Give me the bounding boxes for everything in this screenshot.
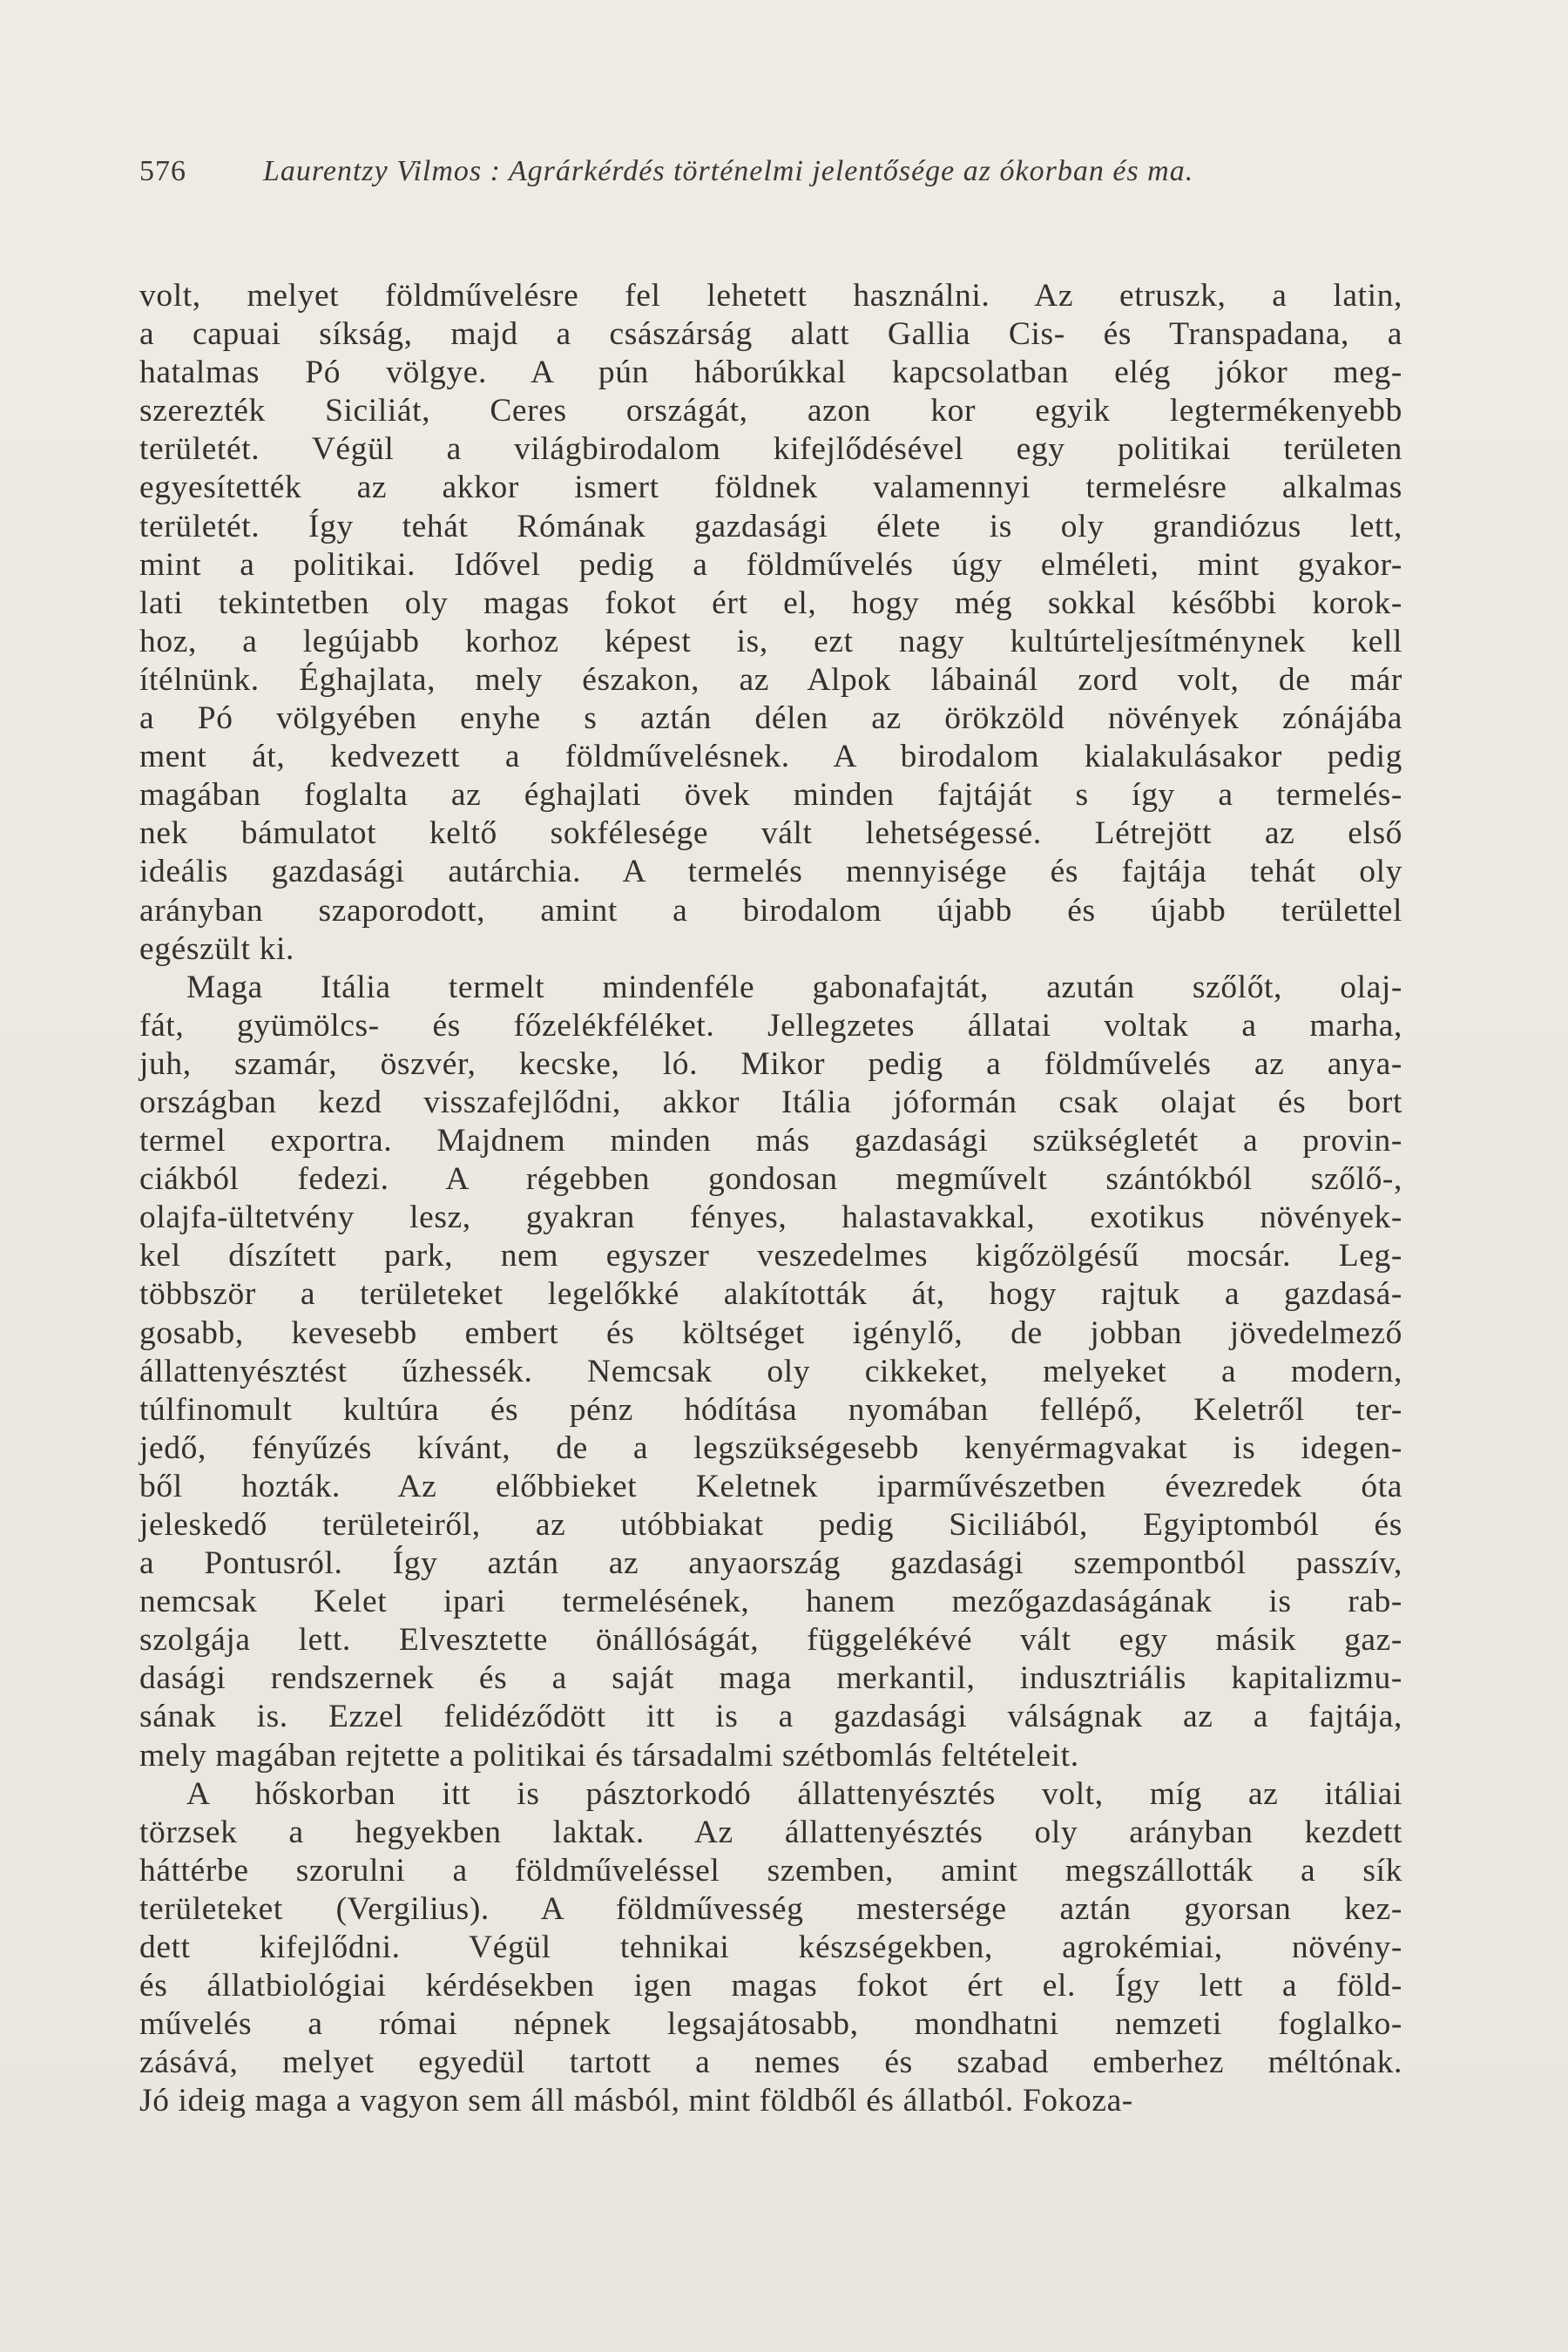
- text-line: gosabb, kevesebb embert és költséget igénylő, de jobban jövedelmező: [139, 1315, 1402, 1351]
- text-line: ítélnünk. Éghajlata, mely északon, az Alpok lábainál zord volt, de már: [139, 661, 1402, 698]
- paragraph: [139, 1775, 1402, 2121]
- text-line: juh, szamár, öszvér, kecske, ló. Mikor pedig a földművelés az anya-: [139, 1045, 1402, 1082]
- text-line: Maga Itália termelt mindenféle gabonafajtát, azután szőlőt, olaj-: [186, 969, 1402, 1005]
- text-line: dett kifejlődni. Végül tehnikai készségekben, agrokémiai, növény-: [139, 1930, 1402, 1966]
- text-line: többször a területeket legelőkké alakították át, hogy rajtuk a gazdasá-: [139, 1276, 1402, 1313]
- text-line: kel díszített park, nem egyszer veszedelmes kigőzölgésű mocsár. Leg-: [139, 1238, 1402, 1274]
- text-line: nek bámulatot keltő sokfélesége vált lehetségessé. Létrejött az első: [139, 815, 1402, 852]
- text-line: túlfinomult kultúra és pénz hódítása nyomában fellépő, Keletről ter-: [139, 1391, 1402, 1428]
- text-line: állattenyésztést űzhessék. Nemcsak oly cikkeket, melyeket a modern,: [139, 1353, 1402, 1389]
- text-line: sának is. Ezzel felidéződött itt is a gazdasági válságnak az a fajtája,: [139, 1699, 1402, 1735]
- text-line: Jó ideig maga a vagyon sem áll másból, mint földből és állatból. Fokoza-: [139, 2083, 1133, 2119]
- text-line: egyesítették az akkor ismert földnek valamennyi termelésre alkalmas: [139, 470, 1402, 506]
- paragraph: [139, 277, 1402, 969]
- text-line: hatalmas Pó völgye. A pún háborúkkal kapcsolatban elég jókor meg-: [139, 355, 1402, 391]
- body-text: [139, 277, 1402, 2121]
- running-title: Laurentzy Vilmos : Agrárkérdés történelmi jelentősége az ókorban és ma.: [263, 155, 1194, 187]
- text-line: olajfa-ültetvény lesz, gyakran fényes, halastavakkal, exotikus növények-: [139, 1200, 1402, 1236]
- paragraph: [139, 969, 1402, 1775]
- text-line: dasági rendszernek és a saját maga merkantil, indusztriális kapitalizmu-: [139, 1660, 1402, 1697]
- text-line: és állatbiológiai kérdésekben igen magas fokot ért el. Így lett a föld-: [139, 1968, 1402, 2004]
- text-line: háttérbe szorulni a földműveléssel szemben, amint megszállották a sík: [139, 1852, 1402, 1889]
- text-line: A hőskorban itt is pásztorkodó állattenyésztés volt, míg az itáliai: [186, 1775, 1402, 1812]
- text-line: fát, gyümölcs- és főzelékféléket. Jellegzetes állatai voltak a marha,: [139, 1007, 1402, 1044]
- text-line: területeket (Vergilius). A földművesség mestersége aztán gyorsan kez-: [139, 1890, 1402, 1927]
- text-line: nemcsak Kelet ipari termelésének, hanem mezőgazdaságának is rab-: [139, 1584, 1402, 1620]
- text-line: mint a politikai. Idővel pedig a földművelés úgy elméleti, mint gyakor-: [139, 546, 1402, 583]
- text-line: ciákból fedezi. A régebben gondosan megművelt szántókból szőlő-,: [139, 1161, 1402, 1198]
- text-line: törzsek a hegyekben laktak. Az állattenyésztés oly arányban kezdett: [139, 1814, 1402, 1850]
- text-line: a Pó völgyében enyhe s aztán délen az örökzöld növények zónájába: [139, 700, 1402, 737]
- text-line: országban kezd visszafejlődni, akkor Itália jóformán csak olajat és bort: [139, 1084, 1402, 1120]
- text-line: ment át, kedvezett a földművelésnek. A birodalom kialakulásakor pedig: [139, 739, 1402, 775]
- text-line: a capuai síkság, majd a császárság alatt Gallia Cis- és Transpadana, a: [139, 316, 1402, 353]
- text-line: magában foglalta az éghajlati övek minden fajtáját s így a termelés-: [139, 777, 1402, 814]
- text-line: arányban szaporodott, amint a birodalom újabb és újabb területtel: [139, 892, 1402, 929]
- text-line: volt, melyet földművelésre fel lehetett használni. Az etruszk, a latin,: [139, 278, 1402, 314]
- text-line: hoz, a legújabb korhoz képest is, ezt nagy kultúrteljesítménynek kell: [139, 623, 1402, 659]
- text-line: ideális gazdasági autárchia. A termelés mennyisége és fajtája tehát oly: [139, 854, 1402, 890]
- text-line: mely magában rejtette a politikai és társadalmi szétbomlás feltételeit.: [139, 1737, 1079, 1774]
- text-line: zásává, melyet egyedül tartott a nemes és szabad emberhez méltónak.: [139, 2044, 1402, 2081]
- text-line: egészült ki.: [139, 930, 294, 967]
- text-line: jeleskedő területeiről, az utóbbiakat pedig Siciliából, Egyiptomból és: [139, 1507, 1402, 1543]
- text-line: a Pontusról. Így aztán az anyaország gazdasági szempontból passzív,: [139, 1545, 1402, 1582]
- text-line: jedő, fényűzés kívánt, de a legszükségesebb kenyérmagvakat is idegen-: [139, 1429, 1402, 1466]
- text-line: területét. Végül a világbirodalom kifejlődésével egy politikai területen: [139, 431, 1402, 468]
- text-line: termel exportra. Majdnem minden más gazdasági szükségletét a provin-: [139, 1123, 1402, 1159]
- text-line: művelés a római népnek legsajátosabb, mondhatni nemzeti foglalko-: [139, 2006, 1402, 2043]
- text-line: szerezték Siciliát, Ceres országát, azon kor egyik legtermékenyebb: [139, 393, 1402, 429]
- text-line: lati tekintetben oly magas fokot ért el, hogy még sokkal későbbi korok-: [139, 585, 1402, 621]
- text-line: területét. Így tehát Rómának gazdasági élete is oly grandiózus lett,: [139, 508, 1402, 544]
- text-line: ből hozták. Az előbbieket Keletnek iparművészetben évezredek óta: [139, 1468, 1402, 1504]
- text-line: szolgája lett. Elvesztette önállóságát, függelékévé vált egy másik gaz-: [139, 1622, 1402, 1659]
- page-number: 576: [139, 155, 186, 187]
- running-header: [139, 155, 1402, 199]
